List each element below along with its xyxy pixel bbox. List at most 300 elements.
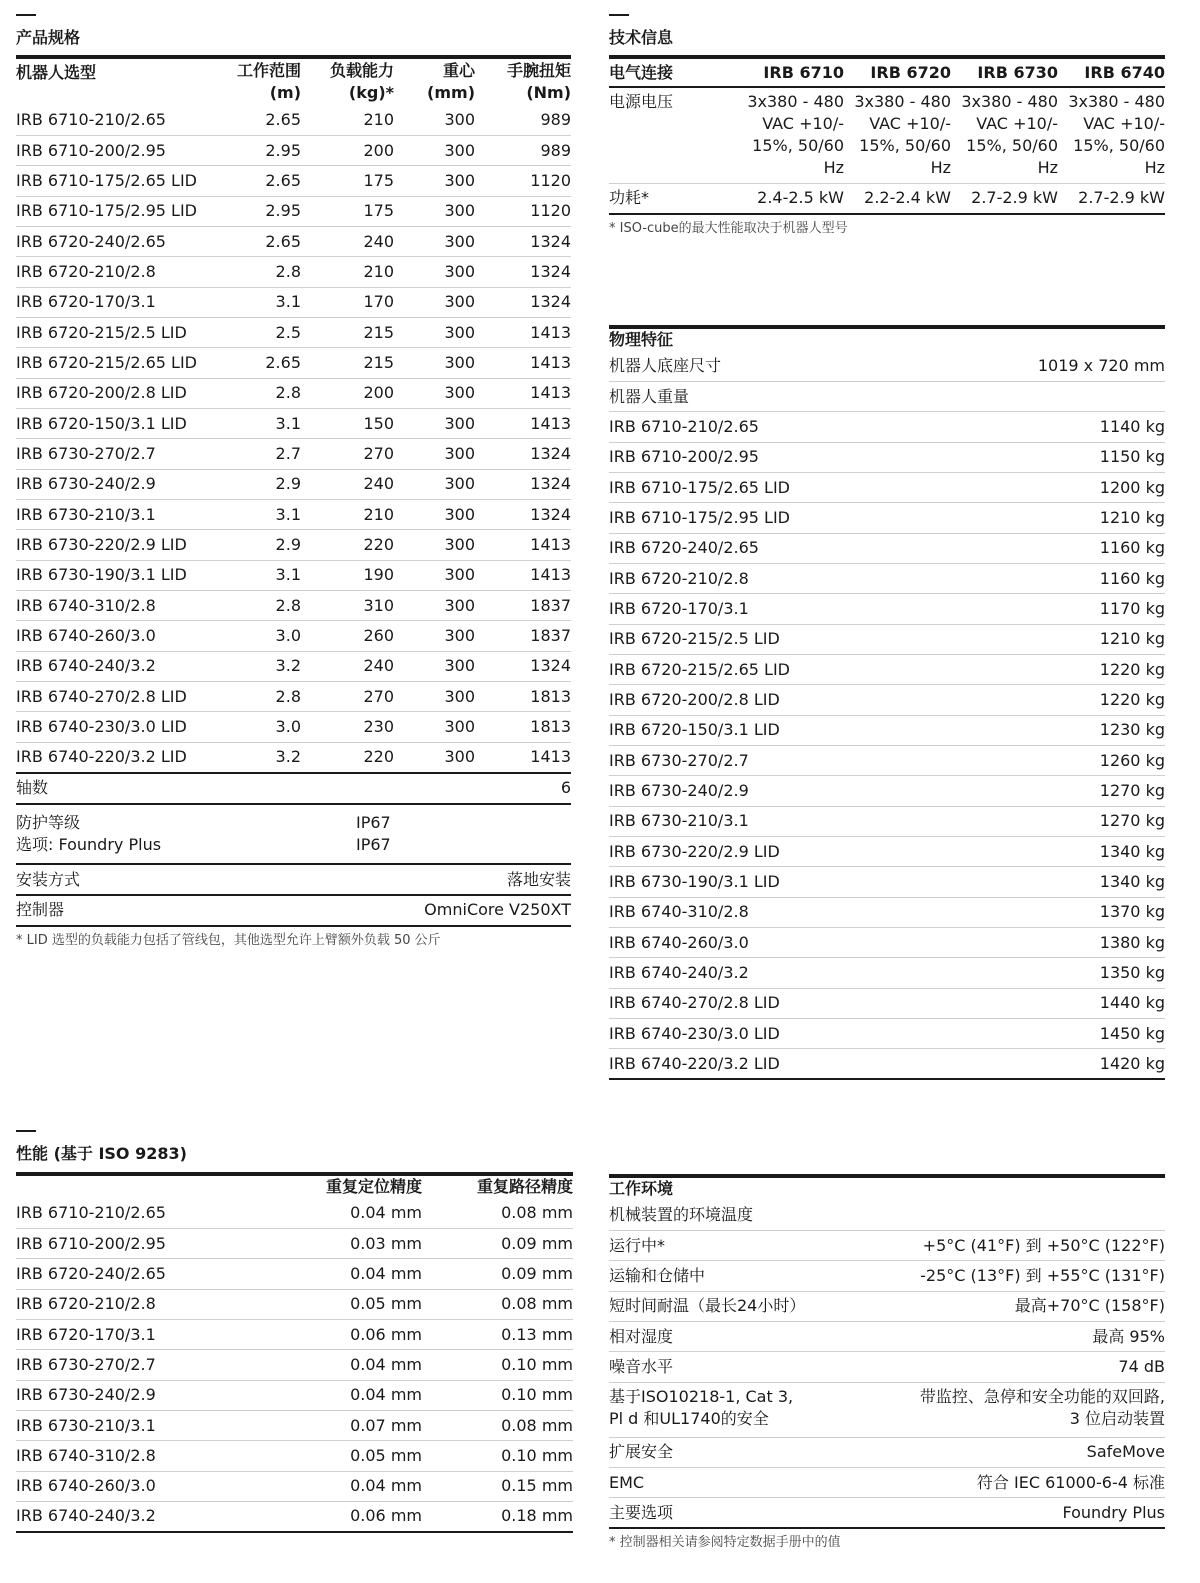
model-cell: IRB 6740-310/2.8 <box>16 591 216 621</box>
table-row <box>609 1498 1165 1528</box>
controller-value: OmniCore V250XT <box>294 895 572 925</box>
model-cell: IRB 6740-240/3.2 <box>609 958 887 988</box>
model-cell: IRB 6730-240/2.9 <box>16 1380 272 1410</box>
performance-table <box>16 1172 573 1533</box>
cog-cell: 300 <box>394 682 475 712</box>
env-value: SafeMove <box>887 1437 1165 1467</box>
model-cell: IRB 6730-220/2.9 LID <box>16 530 216 560</box>
model-cell: IRB 6710-175/2.65 LID <box>16 166 216 196</box>
performance-section <box>16 1130 573 1533</box>
table-row <box>16 1350 573 1380</box>
path-cell: 0.08 mm <box>422 1289 573 1319</box>
table-row <box>609 837 1165 867</box>
voltage-line: 15%, 50/60 <box>966 136 1058 155</box>
cog-cell: 300 <box>394 591 475 621</box>
model-cell: IRB 6730-210/3.1 <box>609 806 887 836</box>
weight-cell: 1450 kg <box>887 1019 1165 1049</box>
env-label: 相对湿度 <box>609 1321 887 1351</box>
torque-cell: 989 <box>475 105 571 135</box>
model-cell: IRB 6740-260/3.0 <box>16 1471 272 1501</box>
torque-cell: 989 <box>475 135 571 165</box>
pos-cell: 0.07 mm <box>272 1410 422 1440</box>
table-row <box>16 439 571 469</box>
model-cell: IRB 6720-215/2.5 LID <box>609 624 887 654</box>
weight-label: 机器人重量 <box>609 381 887 411</box>
model-cell: IRB 6740-230/3.0 LID <box>16 712 216 742</box>
reach-cell: 2.65 <box>216 226 301 256</box>
cog-cell: 300 <box>394 226 475 256</box>
cog-cell: 300 <box>394 530 475 560</box>
table-row <box>16 1501 573 1531</box>
table-row <box>16 742 571 772</box>
table-row <box>609 442 1165 472</box>
table-row <box>609 776 1165 806</box>
environment-table <box>609 1174 1165 1529</box>
mounting-value: 落地安装 <box>294 865 572 895</box>
product-specs-section <box>16 14 571 950</box>
pos-cell: 0.04 mm <box>272 1471 422 1501</box>
model-cell: IRB 6710-175/2.65 LID <box>609 472 887 502</box>
cog-cell: 300 <box>394 560 475 590</box>
header-pos: 重复定位精度 <box>325 1177 422 1196</box>
torque-cell: 1120 <box>475 166 571 196</box>
torque-cell: 1837 <box>475 621 571 651</box>
header-model-6730: IRB 6730 <box>977 62 1058 82</box>
pos-cell: 0.04 mm <box>272 1380 422 1410</box>
weight-heading-row <box>609 381 1165 411</box>
torque-cell: 1413 <box>475 560 571 590</box>
model-cell: IRB 6720-210/2.8 <box>16 257 216 287</box>
reach-cell: 2.5 <box>216 317 301 347</box>
voltage-line: 3x380 - 480 <box>1068 92 1165 111</box>
env-value: 最高+70°C (158°F) <box>887 1291 1165 1321</box>
cog-cell: 300 <box>394 408 475 438</box>
torque-cell: 1413 <box>475 742 571 772</box>
table-row <box>16 105 571 135</box>
torque-cell: 1324 <box>475 651 571 681</box>
table-row <box>16 287 571 317</box>
cog-cell: 300 <box>394 742 475 772</box>
cog-cell: 300 <box>394 621 475 651</box>
section-title: 物理特征 <box>609 330 674 349</box>
model-cell: IRB 6730-210/3.1 <box>16 1410 272 1440</box>
payload-cell: 260 <box>301 621 394 651</box>
model-cell: IRB 6740-220/3.2 LID <box>16 742 216 772</box>
payload-cell: 200 <box>301 378 394 408</box>
voltage-line: VAC +10/- <box>1083 114 1165 133</box>
voltage-label: 电源电压 <box>609 92 674 111</box>
torque-cell: 1413 <box>475 348 571 378</box>
pos-cell: 0.04 mm <box>272 1350 422 1380</box>
power-6710: 2.4-2.5 kW <box>737 184 844 214</box>
env-label: 短时间耐温（最长24小时） <box>609 1291 887 1321</box>
cog-cell: 300 <box>394 712 475 742</box>
section-title: 工作环境 <box>609 1179 674 1198</box>
pos-cell: 0.04 mm <box>272 1198 422 1228</box>
torque-cell: 1413 <box>475 408 571 438</box>
reach-cell: 3.1 <box>216 408 301 438</box>
header-reach: 工作范围 (m) <box>236 61 301 102</box>
weight-cell: 1440 kg <box>887 988 1165 1018</box>
axes-value: 6 <box>294 774 572 804</box>
env-value: 74 dB <box>887 1352 1165 1382</box>
model-cell: IRB 6730-190/3.1 LID <box>609 867 887 897</box>
model-cell: IRB 6740-310/2.8 <box>16 1441 272 1471</box>
model-cell: IRB 6740-240/3.2 <box>16 651 216 681</box>
header-cog: 重心 (mm) <box>427 61 475 102</box>
cog-cell: 300 <box>394 317 475 347</box>
weight-cell: 1160 kg <box>887 563 1165 593</box>
model-cell: IRB 6730-240/2.9 <box>609 776 887 806</box>
safety-label: 基于ISO10218-1, Cat 3, Pl d 和UL1740的安全 <box>609 1386 794 1428</box>
env-label: 运行中* <box>609 1230 887 1260</box>
table-row <box>609 533 1165 563</box>
weight-cell: 1150 kg <box>887 442 1165 472</box>
table-row <box>609 1352 1165 1382</box>
path-cell: 0.13 mm <box>422 1319 573 1349</box>
protection-table <box>16 805 571 865</box>
controller-label: 控制器 <box>16 895 294 925</box>
table-row <box>609 1049 1165 1079</box>
environment-footnote: * 控制器相关请参阅特定数据手册中的值 <box>609 1535 841 1551</box>
safety-value: 带监控、急停和安全功能的双回路, 3 位启动装置 <box>919 1386 1165 1428</box>
cog-cell: 300 <box>394 257 475 287</box>
reach-cell: 3.0 <box>216 621 301 651</box>
model-cell: IRB 6720-240/2.65 <box>609 533 887 563</box>
weight-cell: 1350 kg <box>887 958 1165 988</box>
env-label: 噪音水平 <box>609 1352 887 1382</box>
model-cell: IRB 6730-270/2.7 <box>16 1350 272 1380</box>
model-cell: IRB 6710-175/2.95 LID <box>609 503 887 533</box>
weight-cell: 1220 kg <box>887 654 1165 684</box>
table-row <box>16 1289 573 1319</box>
model-cell: IRB 6730-210/3.1 <box>16 499 216 529</box>
env-value: -25°C (13°F) 到 +55°C (131°F) <box>887 1261 1165 1291</box>
safety-row <box>609 1382 1165 1437</box>
weight-cell: 1210 kg <box>887 624 1165 654</box>
reach-cell: 2.9 <box>216 530 301 560</box>
option-row <box>16 834 571 864</box>
cog-cell: 300 <box>394 439 475 469</box>
table-row <box>609 897 1165 927</box>
torque-cell: 1413 <box>475 378 571 408</box>
table-row <box>609 654 1165 684</box>
cog-cell: 300 <box>394 499 475 529</box>
reach-cell: 3.0 <box>216 712 301 742</box>
voltage-line: Hz <box>823 158 844 177</box>
model-cell: IRB 6720-215/2.65 LID <box>609 654 887 684</box>
cog-cell: 300 <box>394 196 475 226</box>
header-electrical: 电气连接 <box>609 62 674 82</box>
voltage-line: VAC +10/- <box>762 114 844 133</box>
pos-cell: 0.06 mm <box>272 1501 422 1531</box>
path-cell: 0.09 mm <box>422 1259 573 1289</box>
weight-cell: 1270 kg <box>887 776 1165 806</box>
header-payload: 负载能力 (kg)* <box>329 61 394 102</box>
path-cell: 0.18 mm <box>422 1501 573 1531</box>
controller-row <box>16 895 571 925</box>
table-row <box>16 378 571 408</box>
payload-cell: 210 <box>301 257 394 287</box>
torque-cell: 1324 <box>475 499 571 529</box>
reach-cell: 2.65 <box>216 105 301 135</box>
ambient-row <box>609 1200 1165 1230</box>
reach-cell: 2.65 <box>216 348 301 378</box>
env-value: +5°C (41°F) 到 +50°C (122°F) <box>887 1230 1165 1260</box>
torque-cell: 1837 <box>475 591 571 621</box>
ambient-label: 机械装置的环境温度 <box>609 1200 887 1230</box>
reach-cell: 3.2 <box>216 742 301 772</box>
table-row <box>609 958 1165 988</box>
payload-cell: 220 <box>301 742 394 772</box>
weight-cell: 1420 kg <box>887 1049 1165 1079</box>
torque-cell: 1813 <box>475 712 571 742</box>
table-row <box>16 1259 573 1289</box>
axes-row <box>16 774 571 804</box>
physical-title-row <box>609 327 1165 351</box>
voltage-line: Hz <box>930 158 951 177</box>
table-row <box>16 226 571 256</box>
path-cell: 0.09 mm <box>422 1228 573 1258</box>
payload-cell: 210 <box>301 105 394 135</box>
protection-row <box>16 805 571 834</box>
table-row <box>16 499 571 529</box>
model-cell: IRB 6720-215/2.65 LID <box>16 348 216 378</box>
voltage-line: 15%, 50/60 <box>1073 136 1165 155</box>
table-row <box>609 1467 1165 1497</box>
torque-cell: 1324 <box>475 469 571 499</box>
tech-info-table <box>609 55 1165 215</box>
model-cell: IRB 6720-240/2.65 <box>16 226 216 256</box>
cog-cell: 300 <box>394 348 475 378</box>
table-row <box>16 317 571 347</box>
payload-cell: 215 <box>301 317 394 347</box>
weight-cell: 1380 kg <box>887 928 1165 958</box>
reach-cell: 3.1 <box>216 287 301 317</box>
table-row <box>16 712 571 742</box>
torque-cell: 1413 <box>475 530 571 560</box>
env-label: 扩展安全 <box>609 1437 887 1467</box>
section-dash <box>16 1130 36 1132</box>
model-cell: IRB 6740-270/2.8 LID <box>16 682 216 712</box>
reach-cell: 3.1 <box>216 499 301 529</box>
payload-cell: 310 <box>301 591 394 621</box>
table-row <box>16 682 571 712</box>
table-row <box>609 1019 1165 1049</box>
reach-cell: 2.8 <box>216 591 301 621</box>
payload-cell: 150 <box>301 408 394 438</box>
table-row <box>16 1471 573 1501</box>
weight-cell: 1220 kg <box>887 685 1165 715</box>
table-row <box>609 503 1165 533</box>
voltage-line: Hz <box>1037 158 1058 177</box>
table-row <box>16 1380 573 1410</box>
torque-cell: 1120 <box>475 196 571 226</box>
header-path: 重复路径精度 <box>476 1177 573 1196</box>
reach-cell: 2.8 <box>216 257 301 287</box>
cog-cell: 300 <box>394 469 475 499</box>
power-6740: 2.7-2.9 kW <box>1058 184 1165 214</box>
table-header <box>16 1174 573 1198</box>
model-cell: IRB 6720-200/2.8 LID <box>16 378 216 408</box>
section-title: 产品规格 <box>16 28 81 47</box>
environment-section <box>609 1174 1165 1552</box>
mount-table <box>16 865 571 927</box>
table-row <box>609 867 1165 897</box>
table-row <box>609 1321 1165 1351</box>
cog-cell: 300 <box>394 135 475 165</box>
section-title: 技术信息 <box>609 28 674 47</box>
model-cell: IRB 6730-270/2.7 <box>609 745 887 775</box>
model-cell: IRB 6720-170/3.1 <box>16 1319 272 1349</box>
footprint-value: 1019 x 720 mm <box>887 351 1165 381</box>
voltage-line: 3x380 - 480 <box>747 92 844 111</box>
weight-cell: 1270 kg <box>887 806 1165 836</box>
model-cell: IRB 6710-210/2.65 <box>16 105 216 135</box>
payload-cell: 170 <box>301 287 394 317</box>
torque-cell: 1324 <box>475 439 571 469</box>
table-header <box>16 57 571 105</box>
spec-extra-table <box>16 774 571 805</box>
table-row <box>609 472 1165 502</box>
payload-cell: 240 <box>301 226 394 256</box>
reach-cell: 2.8 <box>216 378 301 408</box>
payload-cell: 220 <box>301 530 394 560</box>
model-cell: IRB 6710-200/2.95 <box>16 135 216 165</box>
model-cell: IRB 6730-270/2.7 <box>16 439 216 469</box>
model-cell: IRB 6740-230/3.0 LID <box>609 1019 887 1049</box>
model-cell: IRB 6730-190/3.1 LID <box>16 560 216 590</box>
axes-label: 轴数 <box>16 774 294 804</box>
voltage-6710 <box>737 87 844 184</box>
section-dash <box>16 14 36 16</box>
reach-cell: 3.2 <box>216 651 301 681</box>
payload-cell: 190 <box>301 560 394 590</box>
reach-cell: 2.95 <box>216 196 301 226</box>
table-row <box>609 1230 1165 1260</box>
header-model: 机器人选型 <box>16 63 97 82</box>
weight-cell: 1210 kg <box>887 503 1165 533</box>
protection-label: 防护等级 <box>16 812 81 832</box>
payload-cell: 270 <box>301 439 394 469</box>
torque-cell: 1324 <box>475 226 571 256</box>
reach-cell: 2.65 <box>216 166 301 196</box>
model-cell: IRB 6730-220/2.9 LID <box>609 837 887 867</box>
table-row <box>609 563 1165 593</box>
weight-cell: 1230 kg <box>887 715 1165 745</box>
env-value: 符合 IEC 61000-6-4 标准 <box>887 1467 1165 1497</box>
table-row <box>16 408 571 438</box>
model-cell: IRB 6730-240/2.9 <box>16 469 216 499</box>
model-cell: IRB 6710-200/2.95 <box>16 1228 272 1258</box>
voltage-line: Hz <box>1144 158 1165 177</box>
model-cell: IRB 6720-200/2.8 LID <box>609 685 887 715</box>
footprint-label: 机器人底座尺寸 <box>609 351 887 381</box>
table-row <box>16 530 571 560</box>
voltage-6720 <box>844 87 951 184</box>
model-cell: IRB 6710-175/2.95 LID <box>16 196 216 226</box>
torque-cell: 1813 <box>475 682 571 712</box>
voltage-6740 <box>1058 87 1165 184</box>
model-cell: IRB 6740-260/3.0 <box>16 621 216 651</box>
pos-cell: 0.05 mm <box>272 1289 422 1319</box>
path-cell: 0.15 mm <box>422 1471 573 1501</box>
voltage-line: VAC +10/- <box>869 114 951 133</box>
table-row <box>609 1261 1165 1291</box>
model-cell: IRB 6710-200/2.95 <box>609 442 887 472</box>
torque-cell: 1413 <box>475 317 571 347</box>
path-cell: 0.10 mm <box>422 1380 573 1410</box>
payload-cell: 240 <box>301 651 394 681</box>
pos-cell: 0.03 mm <box>272 1228 422 1258</box>
pos-cell: 0.04 mm <box>272 1259 422 1289</box>
table-row <box>609 988 1165 1018</box>
header-model-6720: IRB 6720 <box>870 62 951 82</box>
weight-cell: 1170 kg <box>887 594 1165 624</box>
table-row <box>609 624 1165 654</box>
reach-cell: 2.8 <box>216 682 301 712</box>
weight-cell: 1340 kg <box>887 837 1165 867</box>
physical-table <box>609 325 1165 1080</box>
table-row <box>609 412 1165 442</box>
payload-cell: 270 <box>301 682 394 712</box>
model-cell: IRB 6720-240/2.65 <box>16 1259 272 1289</box>
model-cell: IRB 6710-210/2.65 <box>16 1198 272 1228</box>
voltage-6730 <box>951 87 1058 184</box>
voltage-line: 3x380 - 480 <box>961 92 1058 111</box>
weight-cell: 1340 kg <box>887 867 1165 897</box>
reach-cell: 2.9 <box>216 469 301 499</box>
table-row <box>16 1319 573 1349</box>
table-row <box>16 1410 573 1440</box>
voltage-row <box>609 87 1165 184</box>
model-cell: IRB 6740-220/3.2 LID <box>609 1049 887 1079</box>
cog-cell: 300 <box>394 287 475 317</box>
table-row <box>16 1441 573 1471</box>
cog-cell: 300 <box>394 378 475 408</box>
model-cell: IRB 6720-210/2.8 <box>16 1289 272 1319</box>
pos-cell: 0.06 mm <box>272 1319 422 1349</box>
table-row <box>609 806 1165 836</box>
mounting-row <box>16 865 571 895</box>
option-value: IP67 <box>356 834 391 854</box>
option-label: 选项: Foundry Plus <box>16 834 162 854</box>
env-label: 运输和仓储中 <box>609 1261 887 1291</box>
model-cell: IRB 6740-270/2.8 LID <box>609 988 887 1018</box>
power-6730: 2.7-2.9 kW <box>951 184 1058 214</box>
env-value: 最高 95% <box>887 1321 1165 1351</box>
table-row <box>16 135 571 165</box>
section-title: 性能 (基于 ISO 9283) <box>16 1144 187 1163</box>
model-cell: IRB 6710-210/2.65 <box>609 412 887 442</box>
torque-cell: 1324 <box>475 287 571 317</box>
physical-section <box>609 325 1165 1080</box>
weight-cell: 1140 kg <box>887 412 1165 442</box>
reach-cell: 3.1 <box>216 560 301 590</box>
env-label: EMC <box>609 1467 887 1497</box>
table-row <box>16 257 571 287</box>
voltage-line: VAC +10/- <box>976 114 1058 133</box>
payload-cell: 215 <box>301 348 394 378</box>
product-specs-footnote: * LID 选型的负载能力包括了管线包，其他选型允许上臂额外负载 50 公斤 <box>16 932 441 948</box>
table-row <box>609 745 1165 775</box>
torque-cell: 1324 <box>475 257 571 287</box>
cog-cell: 300 <box>394 651 475 681</box>
model-cell: IRB 6740-310/2.8 <box>609 897 887 927</box>
table-row <box>609 594 1165 624</box>
model-cell: IRB 6720-170/3.1 <box>609 594 887 624</box>
cog-cell: 300 <box>394 166 475 196</box>
